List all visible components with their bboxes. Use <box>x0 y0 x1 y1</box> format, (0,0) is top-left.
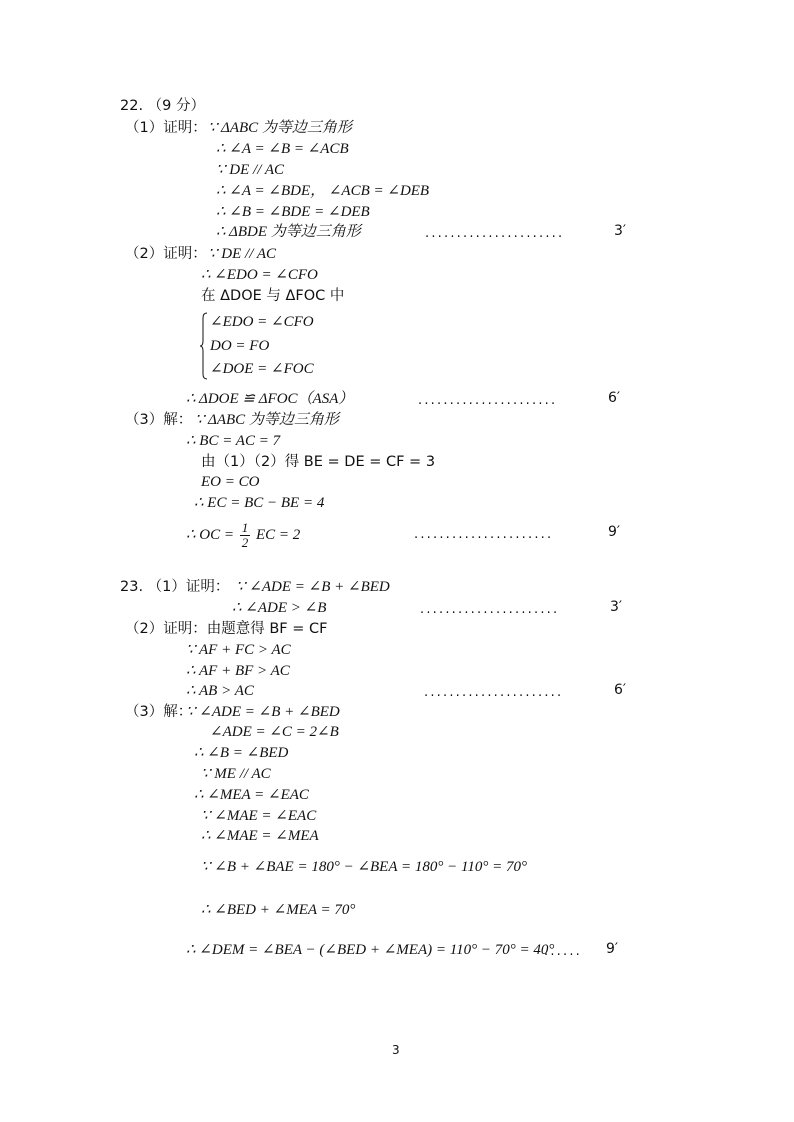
page-number: 3 <box>392 1043 400 1057</box>
q22-p3-line2: ∴ BC = AC = 7 <box>186 433 281 449</box>
fraction-denominator: 2 <box>241 535 249 551</box>
q22-part2-label: （2）证明： <box>125 246 207 262</box>
q22-p1-line1: ∵ ΔABC 为等边三角形 <box>208 120 352 136</box>
q22-system-eq3: ∠DOE = ∠FOC <box>210 361 314 377</box>
q22-p2-line3: 在 ΔDOE 与 ΔFOC 中 <box>201 288 345 304</box>
q22-p3-line1: ∵ ΔABC 为等边三角形 <box>195 412 339 428</box>
q23-part2-label: （2）证明：由题意得 BF = CF <box>125 621 328 637</box>
q23-p3-line3: ∴ ∠B = ∠BED <box>194 745 289 761</box>
q23-p1-line1: ∵ ∠ADE = ∠B + ∠BED <box>236 579 390 595</box>
q22-p2-score: 6′ <box>608 390 621 406</box>
q23-p3-line2: ∠ADE = ∠C = 2∠B <box>210 724 339 740</box>
q23-p3-line4: ∵ ME // AC <box>201 766 271 782</box>
fraction-one-half <box>240 521 251 550</box>
q22-p1-line2: ∴ ∠A = ∠B = ∠ACB <box>216 141 349 157</box>
q22-p2-line1: ∵ DE // AC <box>208 246 277 262</box>
q23-p3-line10: ∴ ∠DEM = ∠BEA − (∠BED + ∠MEA) = 110° − 70° = 40° <box>186 942 555 958</box>
q22-header: 22. （9 分） <box>120 98 206 114</box>
q22-p1-line6: ∴ ΔBDE 为等边三角形 <box>216 224 361 240</box>
score-dots: ...................... <box>420 602 560 617</box>
q22-p3-line4: EO = CO <box>201 474 260 490</box>
q22-part1-label: （1）证明： <box>125 120 207 136</box>
q22-p2-conclusion: ∴ ΔDOE ≌ ΔFOC（ASA） <box>186 391 354 407</box>
fraction-numerator: 1 <box>241 520 249 536</box>
q23-p3-line9: ∴ ∠BED + ∠MEA = 70° <box>201 902 356 918</box>
q23-p3-line1: ∵ ∠ADE = ∠B + ∠BED <box>186 704 340 720</box>
q23-p1-score: 3′ <box>610 599 623 615</box>
oc-prefix: ∴ OC = <box>186 527 235 543</box>
score-dots: ...................... <box>414 527 554 542</box>
q23-p3-line8: ∵ ∠B + ∠BAE = 180° − ∠BEA = 180° − 110° = 70° <box>201 859 527 875</box>
score-dots: ...................... <box>418 393 558 408</box>
q23-p2-line3: ∴ AB > AC <box>186 683 254 699</box>
q22-system-eq2: DO = FO <box>210 338 270 354</box>
q22-p1-line3: ∵ DE // AC <box>216 162 285 178</box>
q23-p2-line2: ∴ AF + BF > AC <box>186 663 290 679</box>
q22-p1-line5: ∴ ∠B = ∠BDE = ∠DEB <box>216 204 370 220</box>
q22-p3-score: 9′ <box>608 524 621 540</box>
q23-part3-label: （3）解： <box>125 704 193 720</box>
q23-p2-line1: ∵ AF + FC > AC <box>186 642 291 658</box>
q22-p1-score: 3′ <box>614 223 627 239</box>
q22-part3-label: （3）解： <box>125 412 193 428</box>
q23-p3-line7: ∴ ∠MAE = ∠MEA <box>201 828 319 844</box>
q23-p3-line6: ∵ ∠MAE = ∠EAC <box>201 808 317 824</box>
q23-p3-line5: ∴ ∠MEA = ∠EAC <box>194 787 309 803</box>
q22-system-eq1: ∠EDO = ∠CFO <box>210 314 314 330</box>
q23-part1-label: 23. （1）证明： <box>120 579 230 595</box>
q22-p3-line6 <box>186 520 300 550</box>
q22-p3-line3: 由（1）（2）得 BE = DE = CF = 3 <box>201 454 436 470</box>
q23-p2-score: 6′ <box>614 682 627 698</box>
q22-p1-line4: ∴ ∠A = ∠BDE， ∠ACB = ∠DEB <box>216 183 430 199</box>
q22-p3-line5: ∴ EC = BC − BE = 4 <box>194 495 325 511</box>
system-brace <box>200 312 208 380</box>
score-dots: ...................... <box>425 226 565 241</box>
q23-p3-score: 9′ <box>606 941 619 957</box>
oc-suffix: EC = 2 <box>256 527 301 543</box>
q23-p1-line2: ∴ ∠ADE > ∠B <box>232 600 327 616</box>
q22-p2-line2: ∴ ∠EDO = ∠CFO <box>201 267 318 283</box>
score-dots: ...... <box>544 944 582 959</box>
score-dots: ...................... <box>424 685 564 700</box>
